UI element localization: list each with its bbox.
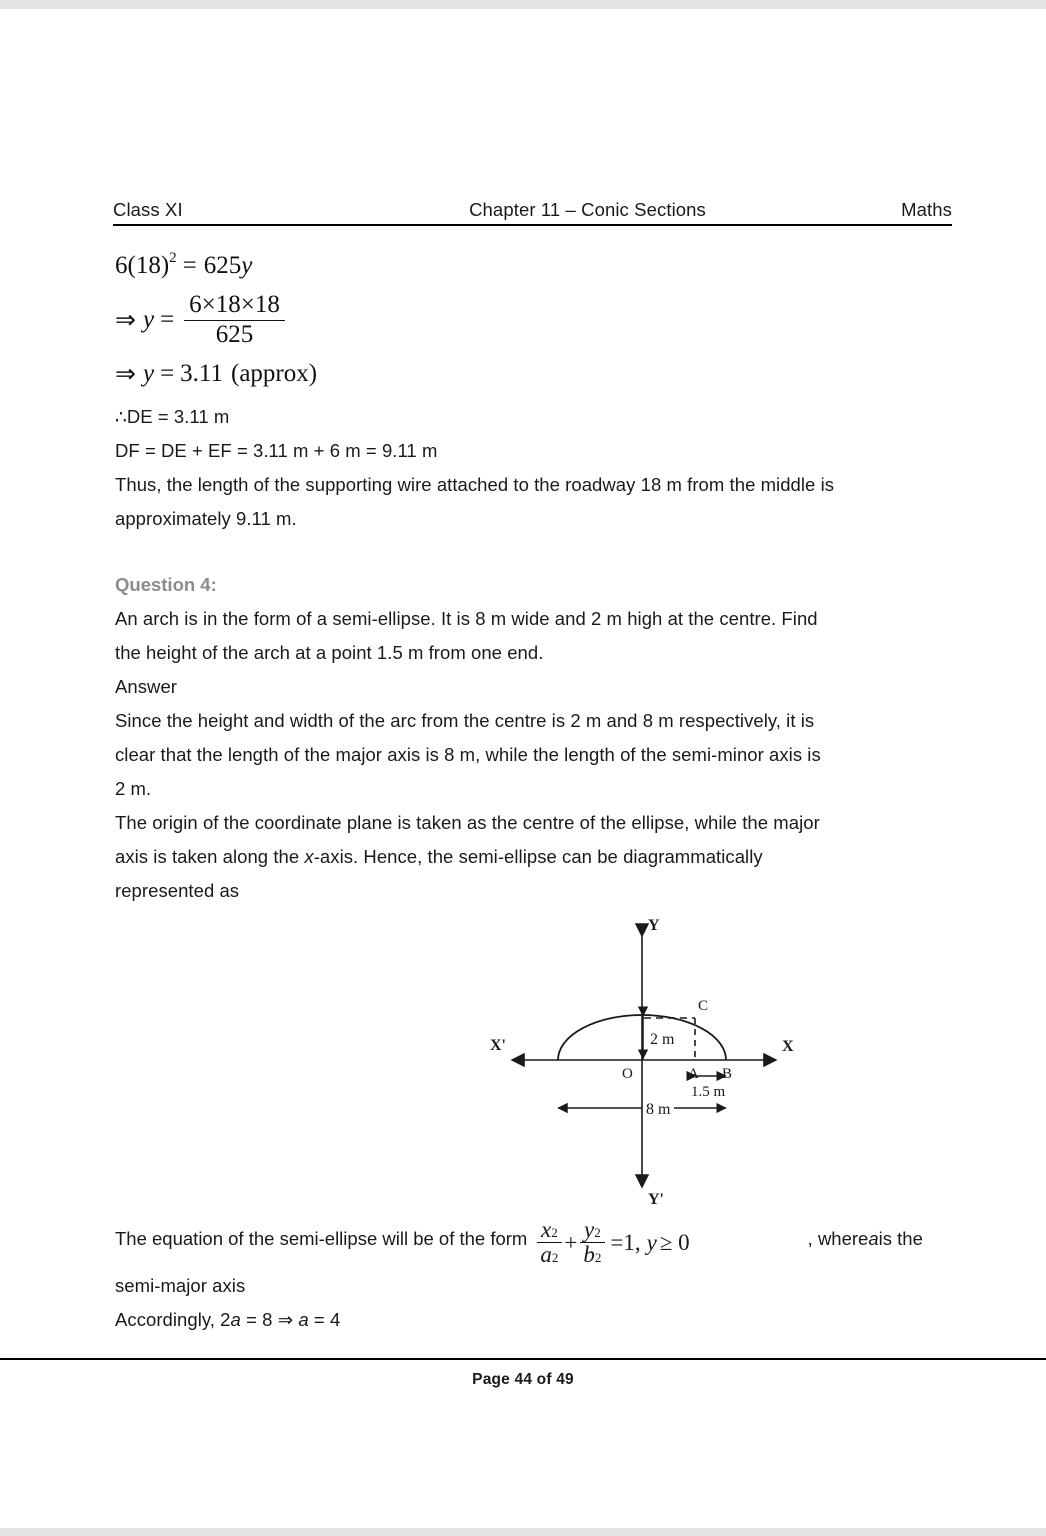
header-chapter-title: Chapter 11 – Conic Sections [469, 199, 706, 220]
math-line3-note: (approx) [231, 360, 318, 387]
answer-line-5-part-a: axis is taken along the [115, 846, 305, 867]
math-line2-fraction [184, 292, 285, 348]
math-line3-value: 3.11 [180, 360, 223, 387]
equation-a-exponent: 2 [551, 1250, 559, 1266]
x-negative-axis-label: X' [490, 1037, 506, 1054]
equation-x-exponent: 2 [551, 1225, 558, 1240]
equation-x-over-a-fraction [536, 1218, 562, 1267]
equation-sentence-prefix: The equation of the semi-ellipse will be of the form [115, 1227, 528, 1249]
equation-y-exponent: 2 [594, 1225, 601, 1240]
equation-condition-rest: ≥ 0 [659, 1229, 690, 1255]
header-class-label: Class XI [113, 199, 183, 220]
answer-line-4: The origin of the coordinate plane is taken as the centre of the ellipse, while the major [115, 812, 820, 833]
accordingly-line [115, 1303, 953, 1337]
de-result-line: ∴DE = 3.11 m [115, 406, 230, 427]
equation-sentence-italic-a: a [868, 1227, 879, 1249]
math-line1-lhs: 6(18) [115, 252, 170, 279]
equation-sentence-suffix-b: is the [878, 1227, 923, 1249]
math-line2-var: y [142, 306, 155, 333]
equation-y-over-b-fraction [579, 1218, 605, 1267]
equation-y-numerator [580, 1218, 605, 1243]
y-axis-label: Y [648, 917, 660, 934]
math-line3-arrow: ⇒ [115, 361, 136, 388]
point-a-label: A [688, 1066, 699, 1082]
point-b-label: B [722, 1066, 733, 1082]
equation-b-var: b [583, 1242, 595, 1268]
origin-label: O [622, 1066, 633, 1082]
equation-y-var: y [583, 1217, 595, 1242]
equation-equals-one: =1, [610, 1229, 641, 1255]
equation-condition-var: y [646, 1229, 657, 1255]
math-line3-var: y [142, 360, 155, 387]
question-text-line-1: An arch is in the form of a semi-ellipse. It is 8 m wide and 2 m high at the centre. Find [115, 608, 818, 629]
equation-sentence-row [115, 1217, 953, 1269]
semi-ellipse-diagram-svg [410, 908, 830, 1220]
answer-line-5 [115, 840, 953, 874]
math-line1-exponent: 2 [169, 249, 177, 266]
point-c-label: C [698, 998, 709, 1014]
math-line2-numerator: 6×18×18 [184, 292, 285, 320]
x-axis-label: X [782, 1038, 794, 1055]
equation-a-denominator [536, 1243, 562, 1267]
thus-line-1: Thus, the length of the supporting wire attached to the roadway 18 m from the middle is [115, 474, 835, 495]
math-line-1 [115, 246, 953, 286]
section-spacer [115, 536, 953, 568]
page-content [115, 246, 953, 1337]
header-subject-label: Maths [901, 199, 952, 220]
top-gray-band [0, 0, 1046, 9]
math-line3-equals: = [160, 360, 175, 387]
width-dimension-label: 8 m [646, 1101, 671, 1118]
answer-line-5-part-b: -axis. Hence, the semi-ellipse can be diagrammatically [313, 846, 763, 867]
accordingly-prefix: Accordingly, 2 [115, 1309, 231, 1331]
bottom-gray-band [0, 1528, 1046, 1536]
math-line-2 [115, 286, 953, 354]
answer-line-6: represented as [115, 880, 240, 901]
accordingly-var-2: a [298, 1309, 309, 1331]
offset-dimension-label: 1.5 m [691, 1084, 726, 1100]
thus-line-2: approximately 9.11 m. [115, 508, 297, 529]
ellipse-standard-equation [527, 1218, 689, 1267]
math-line1-rhs-var: y [241, 252, 253, 279]
equation-plus-sign: + [564, 1229, 578, 1255]
accordingly-mid: = 8 ⇒ [240, 1309, 299, 1331]
answer-line-2: clear that the length of the major axis is 8 m, while the length of the semi-minor axis is [115, 744, 821, 765]
accordingly-var-1: a [230, 1309, 241, 1331]
y-negative-axis-label: Y' [648, 1191, 664, 1208]
equation-x-var: x [541, 1217, 552, 1242]
semi-major-axis-line: semi-major axis [115, 1275, 246, 1297]
df-result-line: DF = DE + EF = 3.11 m + 6 m = 9.11 m [115, 440, 438, 461]
accordingly-suffix: = 4 [308, 1309, 341, 1331]
math-line2-denominator: 625 [215, 320, 254, 348]
math-line2-equals: = [160, 306, 175, 333]
semi-ellipse-figure [115, 908, 953, 1220]
question-heading: Question 4: [115, 574, 217, 595]
math-line2-arrow: ⇒ [115, 307, 136, 334]
math-line1-rhs: 625 [203, 252, 242, 279]
equation-x-numerator [537, 1218, 562, 1243]
document-page [0, 9, 1046, 1528]
height-dimension-label: 2 m [650, 1031, 675, 1048]
footer-divider [0, 1358, 1046, 1360]
math-line-3 [115, 354, 953, 394]
question-text-line-2: the height of the arch at a point 1.5 m from one end. [115, 642, 544, 663]
equation-sentence-suffix-a: , where [807, 1227, 869, 1249]
answer-line-1: Since the height and width of the arc from the centre is 2 m and 8 m respectively, it is [115, 710, 815, 731]
math-line1-equals: = [182, 252, 197, 279]
equation-b-denominator [579, 1243, 605, 1267]
equation-a-var: a [540, 1242, 552, 1268]
equation-b-exponent: 2 [594, 1250, 602, 1266]
answer-line-5-italic-x: x [304, 846, 314, 867]
page-header [113, 199, 952, 226]
page-number-label: Page 44 of 49 [472, 1371, 574, 1388]
answer-line-3: 2 m. [115, 778, 152, 799]
math-derivation-block [115, 246, 953, 394]
answer-label: Answer [115, 676, 177, 697]
